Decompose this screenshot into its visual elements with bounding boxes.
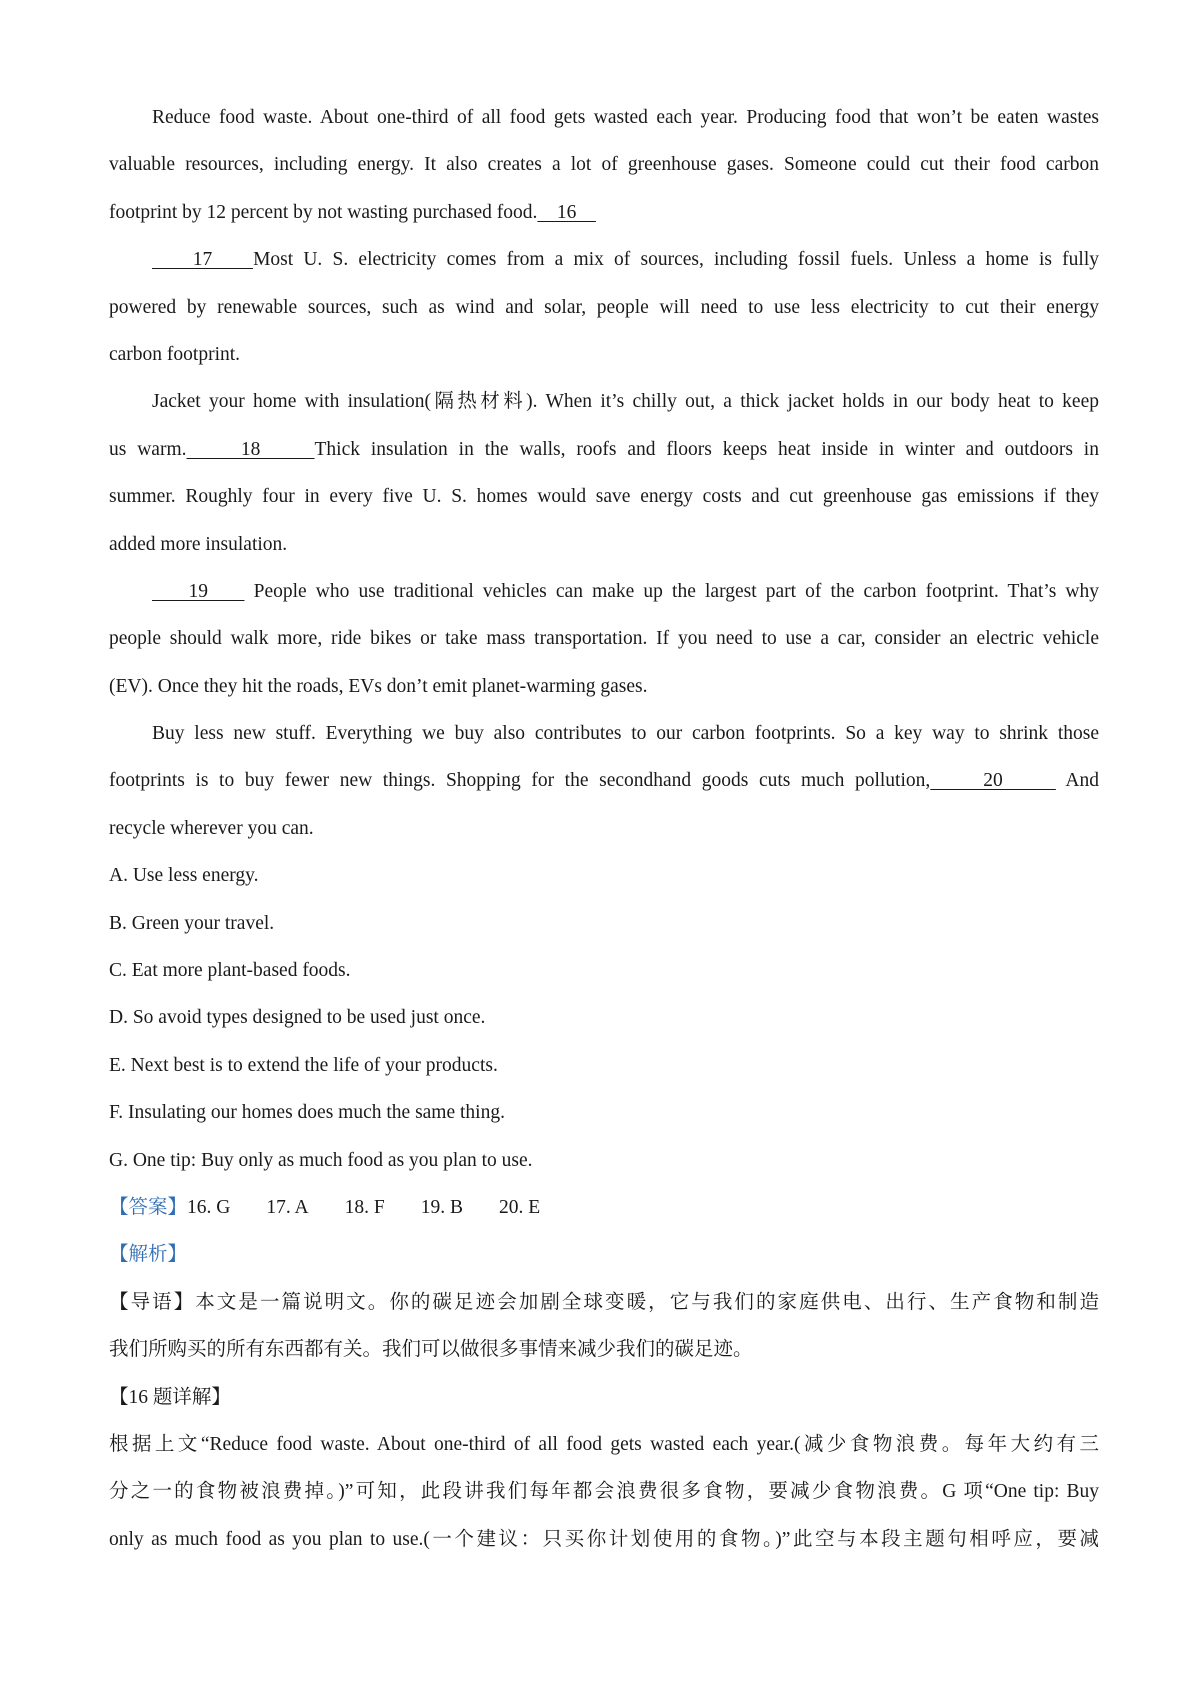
answer-item: 18. F [344, 1196, 385, 1218]
passage-line: Buy less new stuff. Everything we buy also contributes to our carbon footprints. So a key way to shrink those [152, 723, 1099, 745]
passage-text: Most U. S. electricity comes from a mix of sources, including fossil fuels. Unless a home is fully [253, 249, 1099, 271]
option-e: E. Next best is to extend the life of your products. [109, 1054, 498, 1076]
passage-text: Thick insulation in the walls, roofs and floors keeps heat inside in winter and outdoors in [314, 438, 1099, 460]
q16-detail-line: only as much food as you plan to use.(一个建议：只买你计划使用的食物。)”此空与本段主题句相呼应，要减 [109, 1528, 1099, 1550]
passage-line [109, 757, 1099, 804]
option-a: A. Use less energy. [109, 865, 259, 887]
passage-line: recycle wherever you can. [109, 817, 314, 839]
intro-line: 【导语】本文是一篇说明文。你的碳足迹会加剧全球变暖，它与我们的家庭供电、出行、生产食物和制造 [109, 1291, 1099, 1313]
option-d: D. So avoid types designed to be used just once. [109, 1007, 486, 1029]
q16-detail-line: 根据上文“Reduce food waste. About one-third of all food gets wasted each year.(减少食物浪费。每年大约有三 [109, 1433, 1099, 1455]
answer-label: 【答案】 [109, 1196, 188, 1218]
blank-18: 18 [186, 438, 315, 460]
answer-item: 16. G [187, 1196, 231, 1218]
blank-19: 19 [152, 580, 245, 602]
option-b: B. Green your travel. [109, 912, 275, 934]
q16-heading: 【16 题详解】 [109, 1386, 231, 1408]
blank-17: 17 [152, 249, 254, 271]
passage-line [109, 189, 1099, 236]
document-page [109, 94, 1099, 1563]
option-f: F. Insulating our homes does much the same thing. [109, 1102, 505, 1124]
passage-line [109, 236, 1099, 283]
passage-line: added more insulation. [109, 533, 288, 555]
option-g: G. One tip: Buy only as much food as you plan to use. [109, 1149, 533, 1171]
passage-line [109, 426, 1099, 473]
blank-16: 16 [537, 201, 596, 223]
passage-text: us warm. [109, 438, 187, 460]
passage-line: summer. Roughly four in every five U. S. homes would save energy costs and cut greenhouse gas emissions if they [109, 486, 1099, 508]
option-c: C. Eat more plant-based foods. [109, 960, 351, 982]
passage-text: footprint by 12 percent by not wasting purchased food. [109, 201, 538, 223]
passage-line: carbon footprint. [109, 343, 241, 365]
passage-line: powered by renewable sources, such as wind and solar, people will need to use less electricity to cut their energy [109, 296, 1099, 318]
passage-line: people should walk more, ride bikes or take mass transportation. If you need to use a car, consider an electric vehicle [109, 628, 1099, 650]
passage-line: Jacket your home with insulation(隔热材料). When it’s chilly out, a thick jacket holds in our body heat to keep [152, 391, 1099, 413]
passage-line: Reduce food waste. About one-third of all food gets wasted each year. Producing food that won’t be eaten wastes [152, 107, 1099, 128]
answer-item: 19. B [420, 1196, 463, 1218]
answer-line [109, 1184, 1099, 1231]
intro-line: 我们所购买的所有东西都有关。我们可以做很多事情来减少我们的碳足迹。 [109, 1339, 753, 1361]
blank-20: 20 [930, 770, 1056, 792]
passage-text: footprints is to buy fewer new things. Shopping for the secondhand goods cuts much pollution, [109, 770, 931, 792]
passage-line: valuable resources, including energy. It also creates a lot of greenhouse gases. Someone could cut their food carbon [109, 154, 1099, 176]
q16-detail-line: 分之一的食物被浪费掉。)”可知，此段讲我们每年都会浪费很多食物，要减少食物浪费。G 项“One tip: Buy [109, 1481, 1099, 1503]
passage-line [109, 568, 1099, 615]
passage-text: And [1055, 770, 1099, 792]
answer-item: 17. A [266, 1196, 309, 1218]
passage-text: People who use traditional vehicles can make up the largest part of the carbon footprint. That’s why [244, 580, 1099, 602]
answer-item: 20. E [499, 1196, 541, 1218]
passage-line: (EV). Once they hit the roads, EVs don’t emit planet-warming gases. [109, 675, 648, 697]
analysis-label: 【解析】 [109, 1244, 188, 1266]
